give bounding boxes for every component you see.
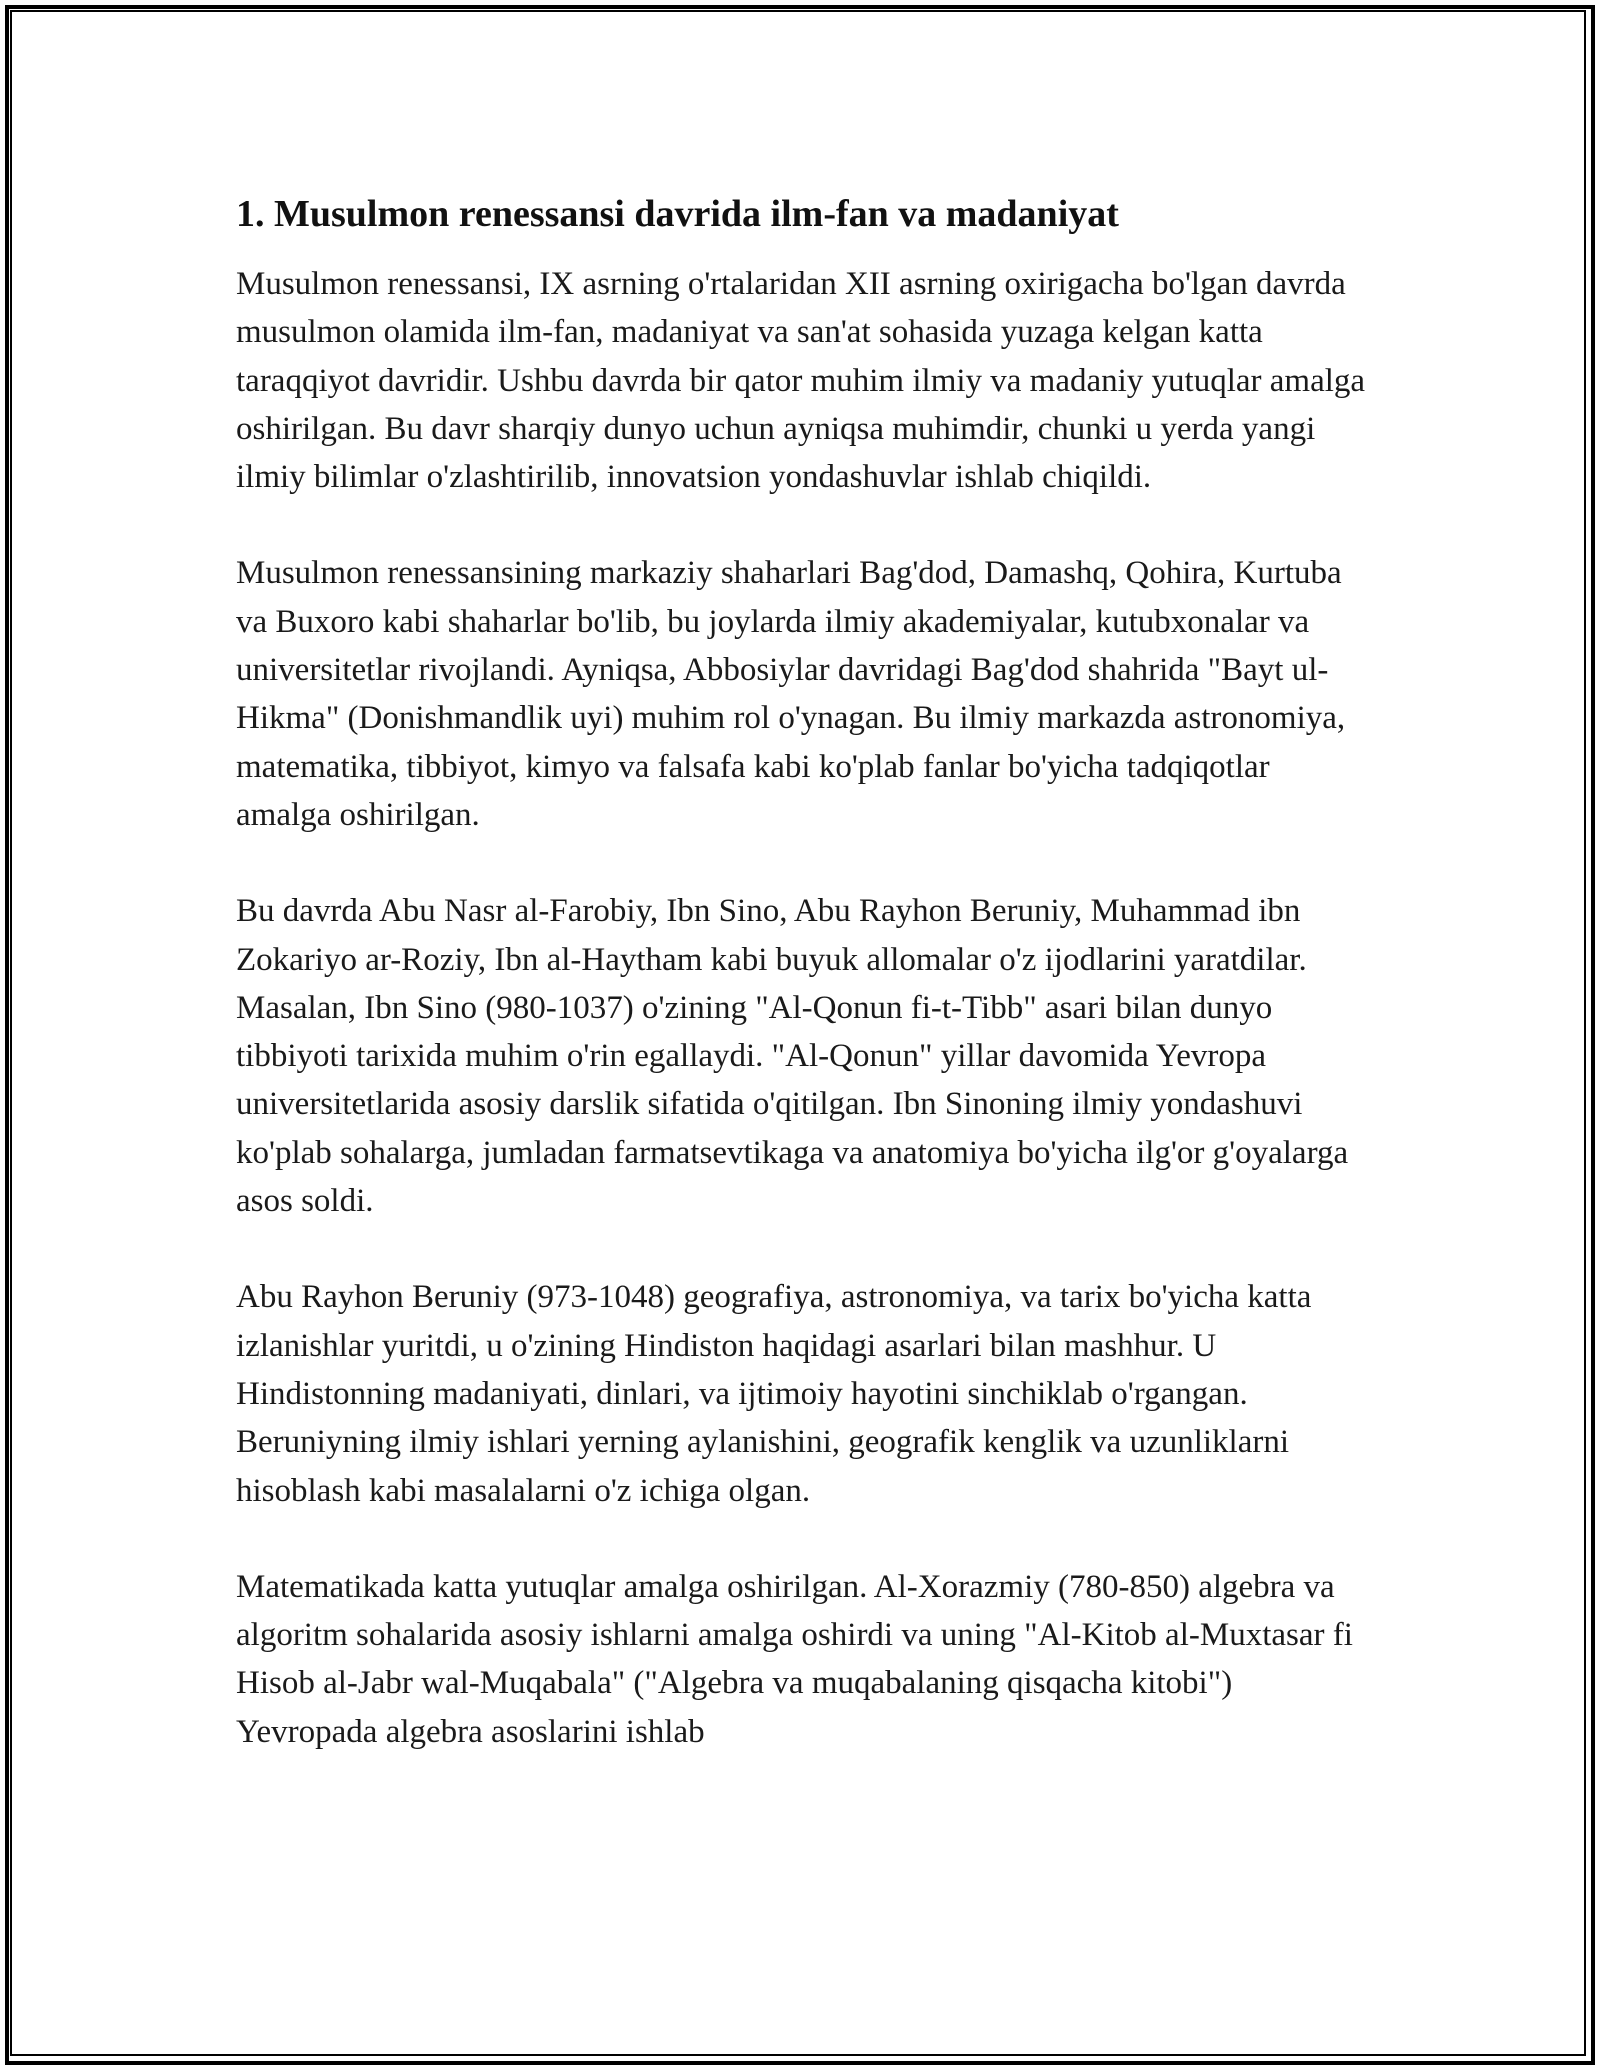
paragraph-5: Matematikada katta yutuqlar amalga oshirilgan. Al-Xorazmiy (780-850) algebra va algoritm sohalarida asosiy ishlarni amalga oshirdi va uning "Al-Kitob al-Muxtasar fi Hisob al-Jabr wal-Muqabala" ("Algebra va muqabalaning qisqacha kitobi") Yevropada algebra asoslarini ishlab bbox=[236, 1568, 1353, 1750]
paragraph-2: Musulmon renessansining markaziy shaharlari Bag'dod, Damashq, Qohira, Kurtuba va Buxoro kabi shaharlar bo'lib, bu joylarda ilmiy akademiyalar, kutubxonalar va universitetlar rivojlandi. Ayniqsa, Abbosiylar davridagi Bag'dod shahrida "Bayt ul-Hikma" (Donishmandlik uyi) muhim rol o'ynagan. Bu ilmiy markazda astronomiya, matematika, tibbiyot, kimyo va falsafa kabi ko'plab fanlar bo'yicha tadqiqotlar amalga oshirilgan. bbox=[236, 555, 1346, 833]
document-body bbox=[236, 188, 1366, 1756]
paragraph-4: Abu Rayhon Beruniy (973-1048) geografiya, astronomiya, va tarix bo'yicha katta izlanishlar yuritdi, u o'zining Hindiston haqidagi asarlari bilan mashhur. U Hindistonning madaniyati, dinlari, va ijtimoiy hayotini sinchiklab o'rgangan. Beruniyning ilmiy ishlari yerning aylanishini, geografik kenglik va uzunliklarni hisoblash kabi masalalarni o'z ichiga olgan. bbox=[236, 1279, 1312, 1509]
paragraph-1: Musulmon renessansi, IX asrning o'rtalaridan XII asrning oxirigacha bo'lgan davrda musulmon olamida ilm-fan, madaniyat va san'at sohasida yuzaga kelgan katta taraqqiyot davridir. Ushbu davrda bir qator muhim ilmiy va madaniy yutuqlar amalga oshirilgan. Bu davr sharqiy dunyo uchun ayniqsa muhimdir, chunki u yerda yangi ilmiy bilimlar o'zlashtirilib, innovatsion yondashuvlar ishlab chiqildi. bbox=[236, 266, 1366, 496]
paragraph-3: Bu davrda Abu Nasr al-Farobiy, Ibn Sino, Abu Rayhon Beruniy, Muhammad ibn Zokariyo ar-Roziy, Ibn al-Haytham kabi buyuk allomalar o'z ijodlarini yaratdilar. Masalan, Ibn Sino (980-1037) o'zining "Al-Qonun fi-t-Tibb" asari bilan dunyo tibbiyoti tarixida muhim o'rin egallaydi. "Al-Qonun" yillar davomida Yevropa universitetlarida asosiy darslik sifatida o'qitilgan. Ibn Sinoning ilmiy yondashuvi ko'plab sohalarga, jumladan farmatsevtikaga va anatomiya bo'yicha ilg'or g'oyalarga asos soldi. bbox=[236, 893, 1349, 1220]
section-heading: 1. Musulmon renessansi davrida ilm-fan va madaniyat bbox=[236, 193, 1119, 235]
